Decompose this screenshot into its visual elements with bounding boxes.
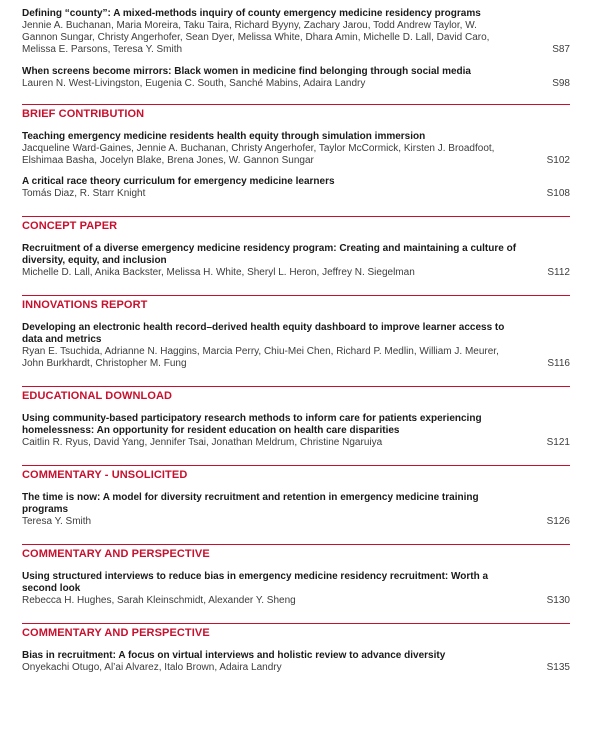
- toc-entry: [22, 413, 570, 449]
- authors-row: [22, 143, 570, 167]
- page-number: S135: [546, 662, 570, 673]
- article-authors: Teresa Y. Smith: [22, 516, 92, 527]
- article-title: Developing an electronic health record–derived health equity dashboard to improve learner access to data and metrics: [22, 322, 505, 345]
- page-number: S116: [547, 358, 570, 369]
- article-authors: Ryan E. Tsuchida, Adrianne N. Haggins, Marcia Perry, Chiu-Mei Chen, Richard P. Medlin, William J. Meurer, John Burkhardt, Christopher M. Fung: [22, 346, 499, 369]
- section-heading: COMMENTARY - UNSOLICITED: [22, 469, 188, 481]
- toc-entry: [22, 66, 570, 90]
- article-title: A critical race theory curriculum for emergency medicine learners: [22, 176, 335, 187]
- article-authors: Michelle D. Lall, Anika Backster, Melissa H. White, Sheryl L. Heron, Jeffrey N. Siegelman: [22, 267, 415, 278]
- authors-row: [22, 78, 570, 90]
- article-authors: Jennie A. Buchanan, Maria Moreira, Taku Taira, Richard Byyny, Zachary Jarou, Todd Andrew Taylor, W. Gannon Sungar, Christy Angerhofer, Sean Dyer, Melissa White, Dhara Amin, Michelle D. Lall, David Caro, Melissa E. Parsons, Teresa Y. Smith: [22, 20, 490, 55]
- section-brief-contribution: [22, 104, 570, 200]
- article-authors: Rebecca H. Hughes, Sarah Kleinschmidt, Alexander Y. Sheng: [22, 595, 296, 606]
- article-title: When screens become mirrors: Black women in medicine find belonging through social media: [22, 66, 471, 77]
- page-number: S121: [546, 437, 570, 448]
- authors-row: [22, 595, 570, 607]
- toc-entry: [22, 243, 570, 279]
- toc-entry: [22, 322, 570, 370]
- section-commentary-unsolicited: [22, 465, 570, 528]
- toc-entry: [22, 176, 570, 200]
- article-title: Teaching emergency medicine residents health equity through simulation immersion: [22, 131, 426, 142]
- authors-row: [22, 346, 570, 370]
- article-title: The time is now: A model for diversity recruitment and retention in emergency medicine training programs: [22, 492, 479, 515]
- section-heading: COMMENTARY AND PERSPECTIVE: [22, 627, 210, 639]
- article-title: Using structured interviews to reduce bias in emergency medicine residency recruitment: Worth a second look: [22, 571, 489, 594]
- section-heading: CONCEPT PAPER: [22, 220, 118, 232]
- article-authors: Lauren N. West-Livingston, Eugenia C. South, Sanché Mabins, Adaira Landry: [22, 78, 366, 89]
- authors-row: [22, 20, 570, 56]
- page-number: S112: [547, 267, 570, 278]
- section-heading: BRIEF CONTRIBUTION: [22, 108, 145, 120]
- authors-row: [22, 437, 570, 449]
- article-title: Defining “county”: A mixed-methods inquiry of county emergency medicine residency programs: [22, 8, 481, 19]
- section-heading: INNOVATIONS REPORT: [22, 299, 148, 311]
- article-authors: Caitlin R. Ryus, David Yang, Jennifer Tsai, Jonathan Meldrum, Christine Ngaruiya: [22, 437, 383, 448]
- section-commentary-and-perspective: [22, 544, 570, 607]
- page-number: S108: [546, 188, 570, 199]
- toc-entry: [22, 8, 570, 56]
- toc-entry: [22, 571, 570, 607]
- authors-row: [22, 516, 570, 528]
- article-authors: Tomás Diaz, R. Starr Knight: [22, 188, 146, 199]
- section-heading: COMMENTARY AND PERSPECTIVE: [22, 548, 210, 560]
- article-authors: Jacqueline Ward-Gaines, Jennie A. Buchanan, Christy Angerhofer, Taylor McCormick, Kirsten J. Broadfoot, Elshimaa Basha, Jocelyn Blake, Brena Jones, W. Gannon Sungar: [22, 143, 495, 166]
- article-title: Recruitment of a diverse emergency medicine residency program: Creating and maintaining a culture of diversity, equity, and inclusion: [22, 243, 517, 266]
- article-title: Using community-based participatory research methods to inform care for patients experiencing homelessness: An opportunity for resident education on health care disparities: [22, 413, 482, 436]
- toc-entry: [22, 492, 570, 528]
- authors-row: [22, 662, 570, 674]
- section-commentary-and-perspective: [22, 623, 570, 674]
- section-educational-download: [22, 386, 570, 449]
- article-title: Bias in recruitment: A focus on virtual interviews and holistic review to advance diversity: [22, 650, 446, 661]
- section-innovations-report: [22, 295, 570, 370]
- page-number: S87: [552, 44, 570, 55]
- authors-row: [22, 267, 570, 279]
- page-number: S102: [546, 155, 570, 166]
- section-concept-paper: [22, 216, 570, 279]
- page-number: S98: [552, 78, 570, 89]
- page-number: S126: [546, 516, 570, 527]
- toc-entry: [22, 131, 570, 167]
- authors-row: [22, 188, 570, 200]
- page-number: S130: [546, 595, 570, 606]
- section-heading: EDUCATIONAL DOWNLOAD: [22, 390, 173, 402]
- article-authors: Onyekachi Otugo, Al’ai Alvarez, Italo Brown, Adaira Landry: [22, 662, 282, 673]
- toc-entry: [22, 650, 570, 674]
